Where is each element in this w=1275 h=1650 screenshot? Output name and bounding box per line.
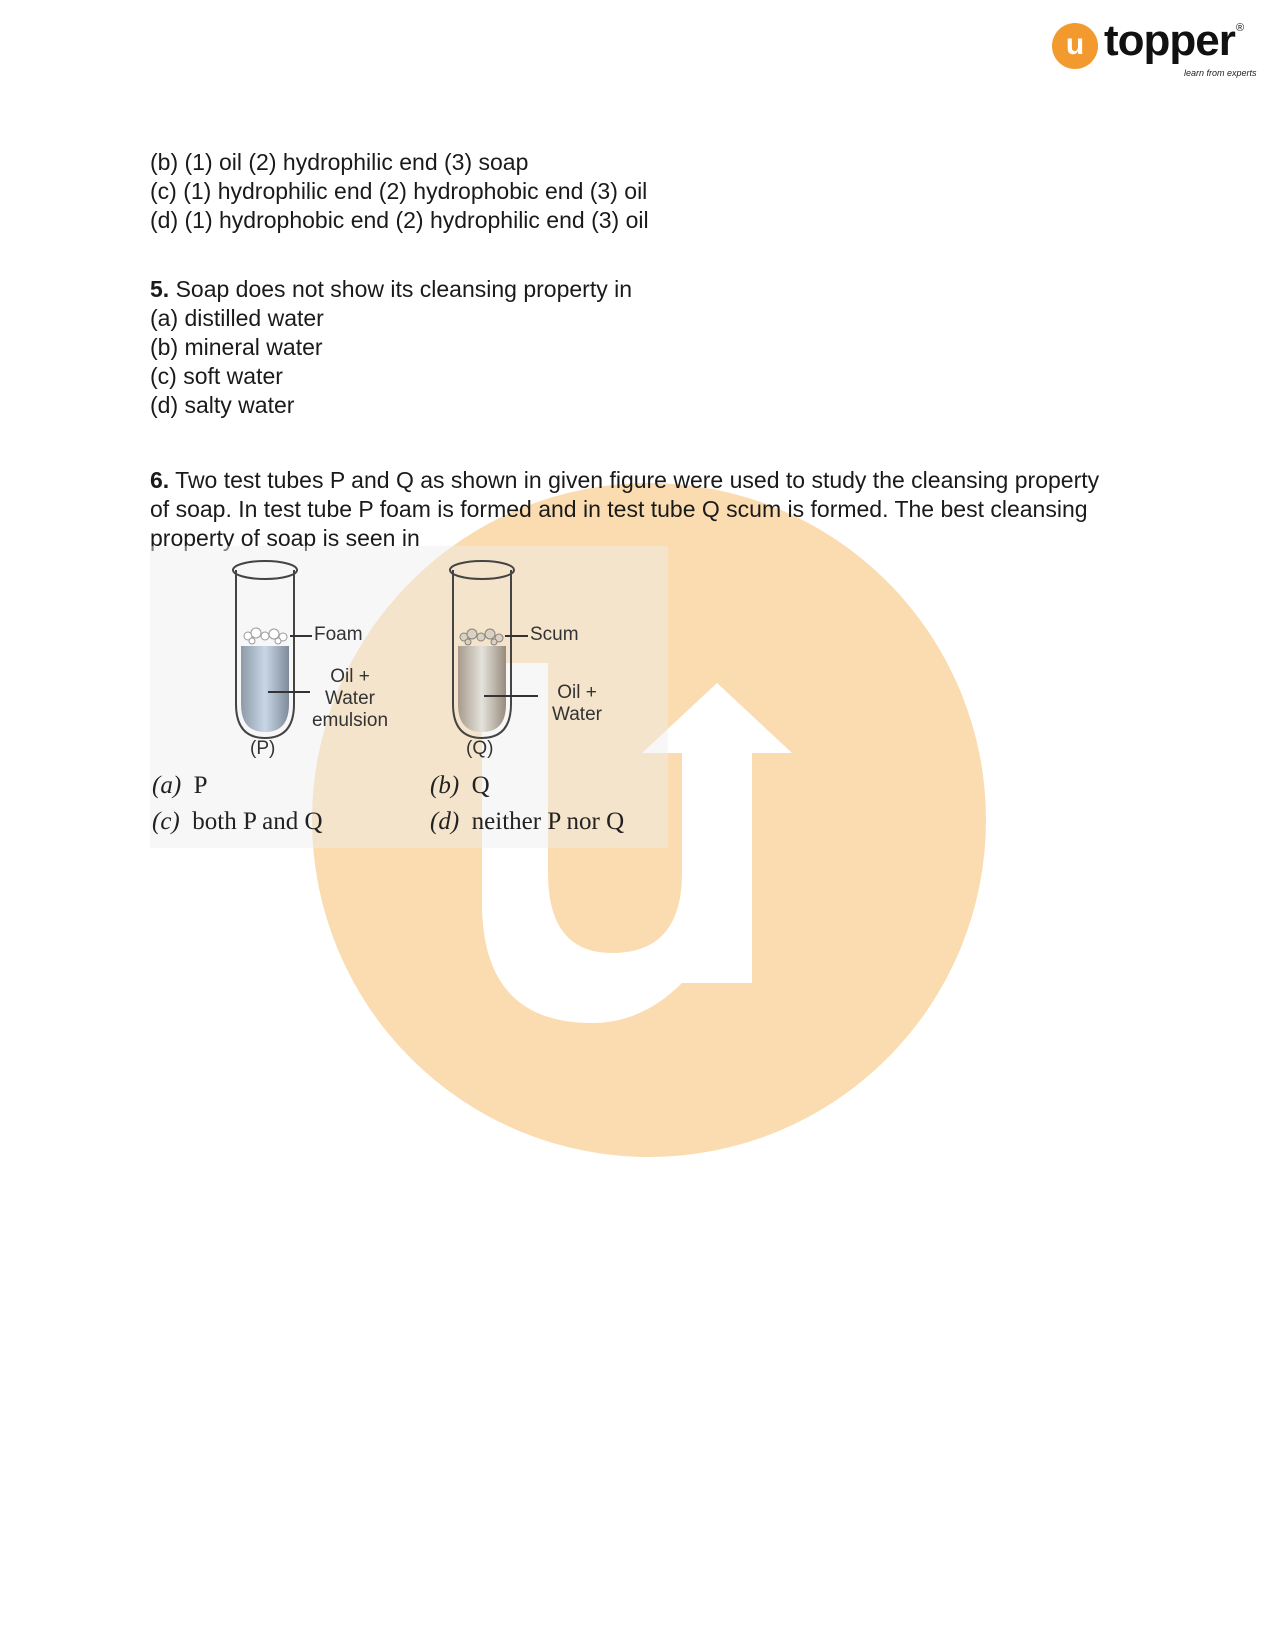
q6-option-d: (d) neither P nor Q bbox=[430, 808, 625, 835]
prev-option-d: (d) (1) hydrophobic end (2) hydrophilic end (3) oil bbox=[150, 207, 649, 233]
brand-logo bbox=[1052, 16, 1257, 80]
scum-label: Scum bbox=[530, 624, 579, 645]
logo-mark: u bbox=[1065, 28, 1085, 61]
q6-option-c: (c) both P and Q bbox=[152, 808, 323, 835]
logo-brand-text: topper bbox=[1104, 16, 1235, 65]
question-5 bbox=[150, 275, 1110, 304]
q6-option-b: (b) Q bbox=[430, 772, 490, 799]
prev-option-c: (c) (1) hydrophilic end (2) hydrophobic end (3) oil bbox=[150, 178, 648, 204]
q5-option-a: (a) distilled water bbox=[150, 305, 324, 331]
tube-q-label: (Q) bbox=[466, 738, 494, 759]
question-6 bbox=[150, 466, 1110, 553]
test-tubes-diagram bbox=[150, 546, 668, 766]
question-text: Two test tubes P and Q as shown in given figure were used to study the cleansing property of soap. In test tube P foam is formed and in test tube Q scum is formed. The best cleansing property of soap is seen in bbox=[150, 467, 1100, 551]
question-text: Soap does not show its cleansing property in bbox=[175, 276, 633, 302]
logo-registered-mark: ® bbox=[1236, 22, 1245, 34]
tube-p bbox=[233, 561, 312, 738]
q5-option-d: (d) salty water bbox=[150, 392, 295, 418]
foam-label: Foam bbox=[314, 624, 363, 645]
question-number: 5. bbox=[150, 276, 170, 302]
tube-p-label: (P) bbox=[250, 738, 276, 759]
logo-tagline: learn from experts bbox=[1184, 68, 1257, 78]
prev-option-b: (b) (1) oil (2) hydrophilic end (3) soap bbox=[150, 149, 529, 175]
tube-q bbox=[450, 561, 538, 738]
test-tube-figure bbox=[150, 546, 668, 848]
question-number: 6. bbox=[150, 467, 170, 493]
q5-option-c: (c) soft water bbox=[150, 363, 283, 389]
q6-option-a: (a) P bbox=[152, 772, 208, 799]
emulsion-label: Oil + Water emulsion bbox=[311, 666, 389, 731]
q5-option-b: (b) mineral water bbox=[150, 334, 323, 360]
page-content bbox=[150, 148, 1110, 553]
oil-water-label: Oil + Water bbox=[552, 682, 602, 725]
